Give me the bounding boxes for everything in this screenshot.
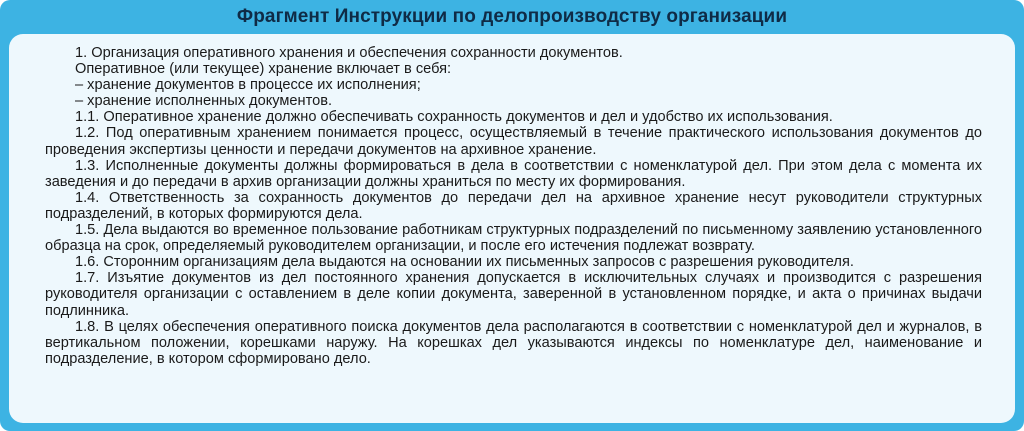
paragraph-storage-intro: Оперативное (или текущее) хранение включает в себя: bbox=[75, 61, 452, 78]
instruction-body bbox=[45, 45, 982, 367]
list-item-executed: – хранение исполненных документов. bbox=[75, 93, 333, 110]
paragraph-1: 1. Организация оперативного хранения и обеспечения сохранности документов. bbox=[75, 45, 623, 61]
paragraph-1-2: 1.2. Под оперативным хранением понимается процесс, осуществляемый в течение практического использования документов до проведения экспертизы ценности и передачи документов на архивное хранение. bbox=[45, 125, 982, 158]
paragraph-1-8: 1.8. В целях обеспечения оперативного поиска документов дела располагаются в соответствии с номенклатурой дел и журналов, в вертикальном положении, корешками наружу. На корешках дел указываются индексы по номенклатуре дел, наименование и подразделение, в котором сформировано дело. bbox=[45, 318, 982, 367]
paragraph-1-3: 1.3. Исполненные документы должны формироваться в дела в соответствии с номенклатурой дел. При этом дела с момента их заведения и до передачи в архив организации должны храниться по месту их формирования. bbox=[45, 157, 982, 190]
paragraph-1-1: 1.1. Оперативное хранение должно обеспечивать сохранность документов и дел и удобство их использования. bbox=[75, 109, 833, 126]
page-title: Фрагмент Инструкции по делопроизводству организации bbox=[236, 6, 788, 27]
paragraph-1-5: 1.5. Дела выдаются во временное пользование работникам структурных подразделений по письменному заявлению установленного образца на срок, определяемый руководителем организации, и после его истечения подлежат возврату. bbox=[45, 222, 982, 255]
paragraph-1-4: 1.4. Ответственность за сохранность документов до передачи дел на архивное хранение несут руководители структурных подразделений, в которых формируются дела. bbox=[45, 189, 982, 222]
paragraph-1-6: 1.6. Сторонним организациям дела выдаются на основании их письменных запросов с разрешения руководителя. bbox=[75, 254, 854, 271]
list-item-in-process: – хранение документов в процессе их исполнения; bbox=[75, 77, 421, 94]
instruction-panel bbox=[9, 34, 1015, 423]
paragraph-1-7: 1.7. Изъятие документов из дел постоянного хранения допускается в исключительных случаях и производится с разрешения руководителя организации с оставлением в деле копии документа, заверенной в установленном порядке, и акта о причинах выдачи подлинника. bbox=[45, 270, 982, 319]
